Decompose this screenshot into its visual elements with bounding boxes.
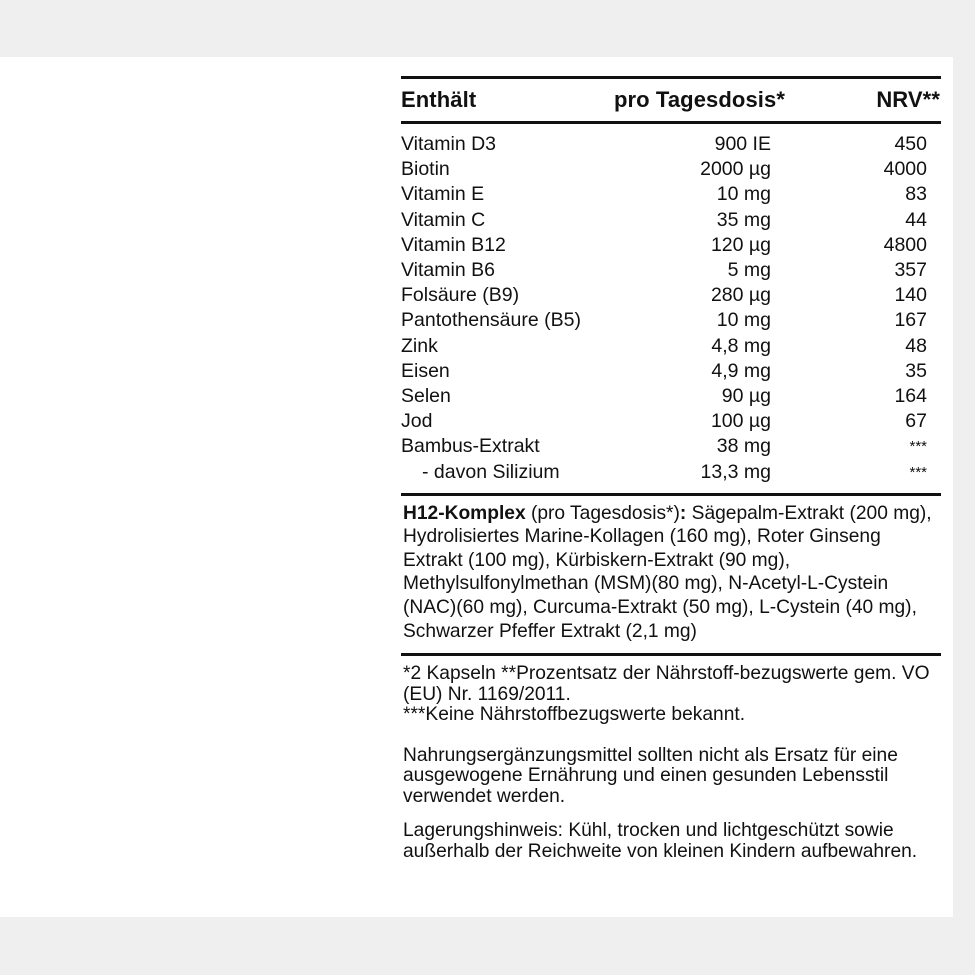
- nutrient-nrv: 48: [905, 334, 927, 357]
- komplex-qualifier: (pro Tagesdosis*): [525, 502, 680, 524]
- nutrient-amount: 35 mg: [716, 208, 771, 231]
- nutrient-nrv: 164: [894, 384, 927, 407]
- nutrient-amount: 4,9 mg: [711, 359, 771, 382]
- nutrient-amount: 4,8 mg: [711, 334, 771, 357]
- nutrient-nrv: 44: [905, 208, 927, 231]
- notes-section: [401, 656, 941, 862]
- disclaimer-text: Nahrungsergänzungsmittel sollten nicht als Ersatz für eine ausgewogene Ernährung und einen gesunden Lebensstil verwendet werden.: [403, 744, 898, 807]
- table-row: [401, 283, 941, 308]
- table-row: [401, 258, 941, 283]
- table-row: [401, 208, 941, 233]
- komplex-section: [401, 496, 941, 654]
- nutrient-amount: 10 mg: [716, 183, 771, 206]
- nutrient-name: Folsäure (B9): [401, 284, 520, 307]
- nutrient-nrv: ***: [909, 463, 927, 481]
- nutrient-name: Zink: [401, 334, 438, 357]
- table-row: [401, 434, 941, 459]
- table-row: [401, 409, 941, 434]
- nutrient-name: Vitamin D3: [401, 133, 497, 156]
- nutrient-name: Pantothensäure (B5): [401, 309, 581, 332]
- nutrient-nrv: 167: [894, 309, 927, 332]
- nutrient-amount: 280 µg: [710, 284, 771, 307]
- nutrient-name: Vitamin B12: [401, 233, 506, 256]
- nutrient-amount: 10 mg: [716, 309, 771, 332]
- nutrient-amount: 900 IE: [714, 133, 771, 156]
- nutrient-nrv: 4800: [883, 233, 927, 256]
- table-row: [401, 308, 941, 333]
- footnote-nrv: ***Keine Nährstoffbezugswerte bekannt.: [403, 704, 746, 726]
- nutrient-amount: 100 µg: [710, 410, 771, 433]
- nutrient-nrv: ***: [909, 438, 927, 456]
- nutrient-amount: 90 µg: [721, 384, 771, 407]
- nutrient-amount: 5 mg: [727, 259, 771, 282]
- nutrient-nrv: 35: [905, 359, 927, 382]
- nutrient-amount: 120 µg: [710, 233, 771, 256]
- table-row: [401, 459, 941, 484]
- nutrient-nrv: 140: [894, 284, 927, 307]
- table-row: [401, 132, 941, 157]
- footnote-serving: *2 Kapseln **Prozentsatz der Nährstoff-bezugswerte gem. VO (EU) Nr. 1169/2011.: [403, 663, 930, 705]
- nutrient-nrv: 67: [905, 410, 927, 433]
- nutrient-amount: 38 mg: [716, 435, 771, 458]
- storage-instructions: Lagerungshinweis: Kühl, trocken und lichtgeschützt sowie außerhalb der Reichweite von kleinen Kindern aufbewahren.: [403, 820, 918, 862]
- table-row: [401, 182, 941, 207]
- komplex-ingredients: Sägepalm-Extrakt (200 mg), Hydrolisiertes Marine-Kollagen (160 mg), Roter Ginseng Extrakt (100 mg), Kürbiskern-Extrakt (90 mg), Methylsulfonylmethan (MSM)(80 mg), N-Acetyl-L-Cystein (NAC)(60 mg), Curcuma-Extrakt (50 mg), L-Cystein (40 mg), Schwarzer Pfeffer Extrakt (2,1 mg): [403, 502, 932, 642]
- header-nrv: NRV**: [876, 87, 940, 112]
- table-row: [401, 334, 941, 359]
- nutrient-amount: 13,3 mg: [700, 460, 771, 483]
- nutrient-nrv: 450: [894, 133, 927, 156]
- table-row: [401, 157, 941, 182]
- nutrient-name: Selen: [401, 384, 451, 407]
- nutrient-name: Vitamin B6: [401, 259, 495, 282]
- header-per-daily-dose: pro Tagesdosis*: [613, 87, 785, 112]
- nutrient-table-body: [401, 124, 941, 493]
- nutrition-label: [401, 76, 941, 862]
- table-row: [401, 384, 941, 409]
- nutrient-name: - davon Silizium: [422, 460, 560, 483]
- nutrient-amount: 2000 µg: [700, 158, 771, 181]
- nutrient-nrv: 357: [894, 259, 927, 282]
- komplex-colon: :: [679, 502, 687, 524]
- nutrient-name: Biotin: [401, 158, 450, 181]
- nutrient-name: Jod: [401, 410, 433, 433]
- nutrient-name: Eisen: [401, 359, 450, 382]
- komplex-title: H12-Komplex: [403, 502, 526, 524]
- nutrient-name: Bambus-Extrakt: [401, 435, 540, 458]
- table-header: [401, 79, 941, 121]
- nutrient-name: Vitamin C: [401, 208, 486, 231]
- table-row: [401, 359, 941, 384]
- nutrient-name: Vitamin E: [401, 183, 485, 206]
- header-contains: Enthält: [401, 87, 477, 112]
- table-row: [401, 233, 941, 258]
- nutrient-nrv: 83: [905, 183, 927, 206]
- nutrient-nrv: 4000: [883, 158, 927, 181]
